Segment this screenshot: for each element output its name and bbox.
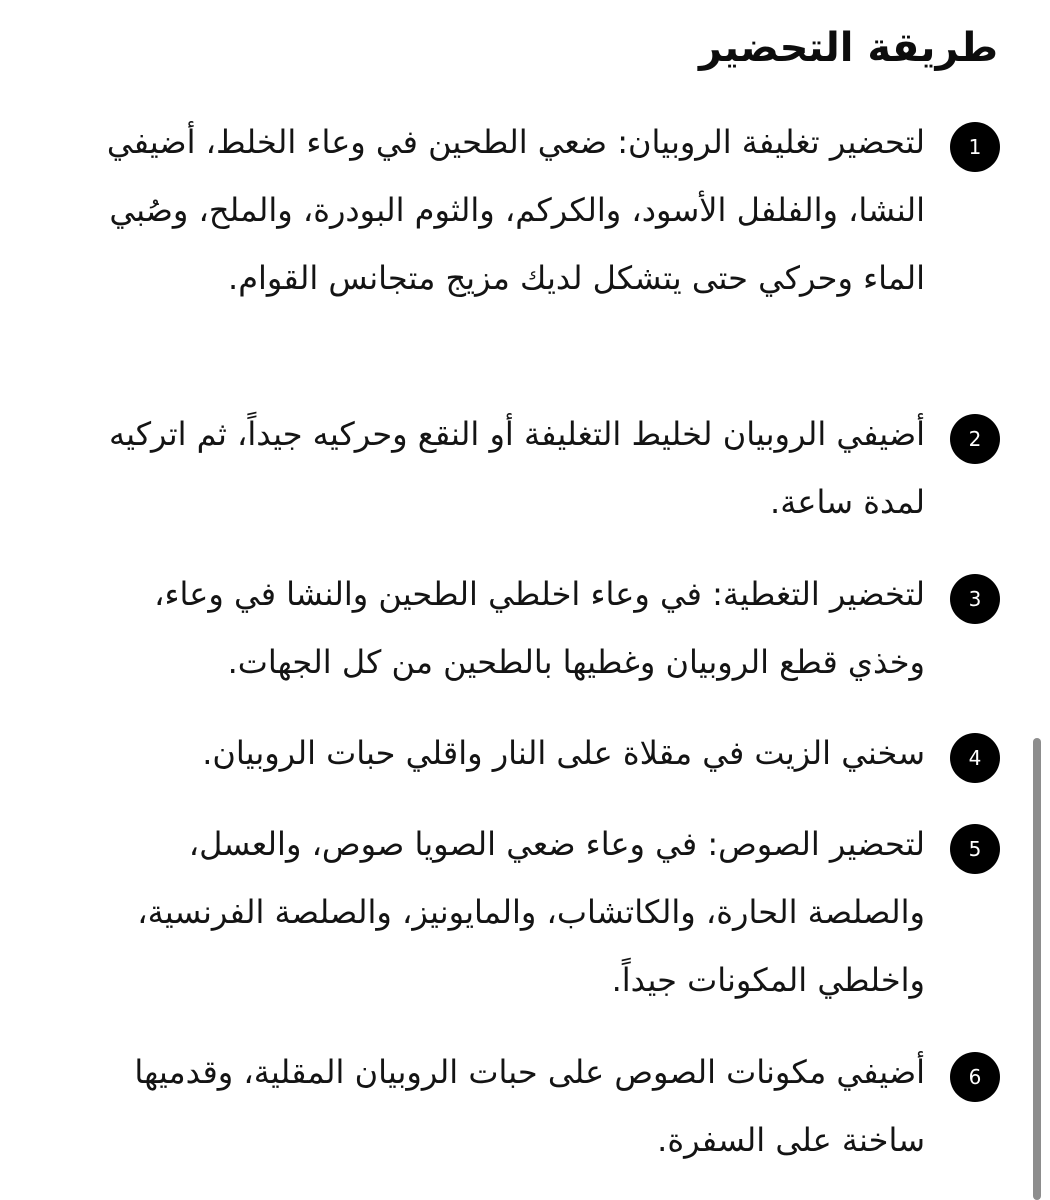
step-text: أضيفي الروبيان لخليط التغليفة أو النقع وحركيه جيداً، ثم اتركيه لمدة ساعة. [109,415,925,521]
step-number-badge: 5 [950,824,1000,874]
step-number-badge: 1 [950,122,1000,172]
step-number-badge: 3 [950,574,1000,624]
step-text: لتخضير التغطية: في وعاء اخلطي الطحين والنشا في وعاء، وخذي قطع الروبيان وغطيها بالطحين من كل الجهات. [154,575,925,681]
page-title: طريقة التحضير [698,25,998,71]
step-text: لتحضير تغليفة الروبيان: ضعي الطحين في وعاء الخلط، أضيفي النشا، والفلفل الأسود، والكركم، والثوم البودرة، والملح، وصُبي الماء وحركي حتى يتشكل لديك مزيج متجانس القوام. [106,123,925,297]
step-number-badge: 2 [950,414,1000,464]
step-text: أضيفي مكونات الصوص على حبات الروبيان المقلية، وقدميها ساخنة على السفرة. [134,1053,925,1159]
vertical-scrollbar[interactable] [1033,738,1041,1200]
step-number-badge: 6 [950,1052,1000,1102]
step-number-badge: 4 [950,733,1000,783]
step-text: لتحضير الصوص: في وعاء ضعي الصويا صوص، والعسل، والصلصة الحارة، والكاتشاب، والمايونيز، والصلصة الفرنسية، واخلطي المكونات جيداً. [137,825,925,999]
step-text: سخني الزيت في مقلاة على النار واقلي حبات الروبيان. [202,734,925,772]
